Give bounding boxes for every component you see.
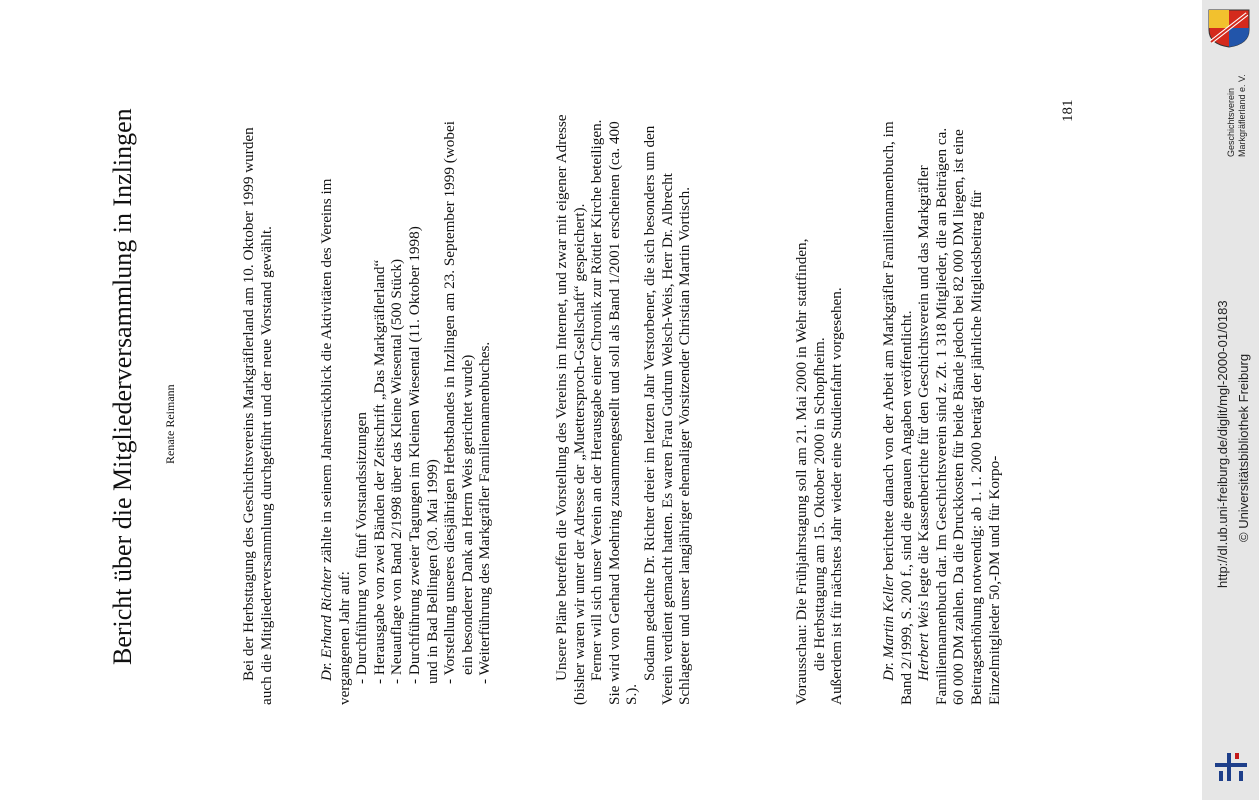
list-item: - Durchführung zweier Tagungen im Kleinen Wiesental (11. Oktober 1998): [405, 226, 423, 684]
person-name: Dr. Erhard Richter: [318, 566, 335, 681]
list-item: - Vorstellung unseres diesjährigen Herbstbandes in Inzlingen am 23. September 1999 (wobei ein besonderer Dank an Herrn Weis gerichtet wurde): [441, 121, 476, 684]
page-number: 181: [1060, 99, 1076, 122]
org-name-line1: Geschichtsverein: [1226, 87, 1236, 157]
paragraph-activities: Dr. Erhard Richter zählte in seinem Jahresrückblick die Aktivitäten des Vereins im vergangenen Jahr auf: - Durchführung von fünf Vorstandssitzungen - Herausgabe von zwei Bänden der Zeitschrift „Das Markgräflerland“ - Neuauflage von Band 2/1998 über das Kleine Wiesental (500 Stück) - Durchführung zweier Tagungen im Kleinen Wiesental (11. Oktober 1998) und in Bad Bellingen (30. Mai 1999) - Vorstellung unseres diesjährigen Herbstbandes in Inzlingen am 23. September 1999 (wobei ein besonderer Dank an Herrn Weis gerichtet wurde) - Weiterführung des Markgräfler Familiennamenbuches.: [318, 113, 494, 705]
ub-freiburg-logo-icon: [1209, 749, 1253, 785]
article-title: Bericht über die Mitgliederversammlung in Inzlingen: [108, 108, 137, 665]
coat-of-arms-icon: [1207, 8, 1251, 48]
article-author: Renate Reimann: [163, 384, 177, 464]
list-item: - Herausgabe von zwei Bänden der Zeitschrift „Das Markgräflerland“: [370, 259, 388, 684]
paragraph-outlook: Vorausschau: Die Frühjahrstagung soll am 21. Mai 2000 in Wehr stattfinden, die Herbsttagung am 15. Oktober 2000 in Schopfheim. Außerdem ist für nächstes Jahr wieder eine Studienfahrt vorgesehen.: [793, 238, 846, 705]
library-sidebar: [1202, 0, 1259, 800]
person-name: Herbert Weis: [915, 600, 933, 681]
permalink-url[interactable]: http://dl.ub.uni-freiburg.de/diglit/mgl-2000-01/0183: [1215, 300, 1230, 588]
sidebar-rotated-text: [1202, 0, 1259, 800]
person-name: Dr. Martin Keller: [880, 574, 897, 681]
paragraph-intro: Bei der Herbsttagung des Geschichtsvereins Markgräflerland am 10. Oktober 1999 wurden auch die Mitgliederversammlung durchgeführt und der neue Vorstand gewählt.: [240, 127, 275, 705]
org-name-line2: Markgräflerland e. V.: [1237, 74, 1247, 157]
list-item: - Weiterführung des Markgräfler Familiennamenbuches.: [476, 341, 494, 684]
activities-list: [353, 113, 494, 705]
paragraph-reports: Dr. Martin Keller berichtete danach von der Arbeit am Markgräfler Familiennamenbuch, im Band 2/1999, S. 200 f., sind die genauen Angaben veröffentlicht. Herbert Weis legte die Kassenberichte für den Geschichtsverein und das Markgräfler Familiennamenbuch dar. Im Geschichtsverein sind z. Zt. 1 318 Mitglieder, die an Beiträgen ca. 60 000 DM zahlen. Da die Druckkosten für beide Bände jedoch bei 82 000 DM liegen, ist eine Beitragserhöhung notwendig: ab 1. 1. 2000 beträgt der jährliche Mitgliedsbeitrag für Einzelmitglieder 50,-DM und für Korpo-: [880, 121, 1003, 705]
list-item: - Neuauflage von Band 2/1998 über das Kleine Wiesental (500 Stück): [388, 258, 406, 684]
list-item: und in Bad Bellingen (30. Mai 1999): [423, 459, 441, 684]
paragraph-plans: Unsere Pläne betreffen die Vorstellung des Vereins im Internet, und zwar mit eigener Adresse (bisher waren wir unter der Adresse der „Muettersproch-Gsellschaft“ gespeichert). Ferner will sich unser Verein an der Herausgabe einer Chronik zur Röttler Kirche beteiligen. Sie wird von Gerhard Moehring zusammengestellt und soll als Band 1/2001 erscheinen (ca. 400 S.). Sodann gedachte Dr. Richter dreier im letzten Jahr Verstorbener, die sich besonders um den Verein verdient gemacht hatten. Es waren Frau Gudrun Welsch-Weis, Herr Dr. Albrecht Schlageter und unser langjähriger ehemaliger Vorsitzender Christian Martin Vortisch.: [553, 114, 694, 705]
copyright-notice: © Universitätsbibliothek Freiburg: [1236, 353, 1251, 542]
list-item: - Durchführung von fünf Vorstandssitzungen: [353, 412, 371, 684]
